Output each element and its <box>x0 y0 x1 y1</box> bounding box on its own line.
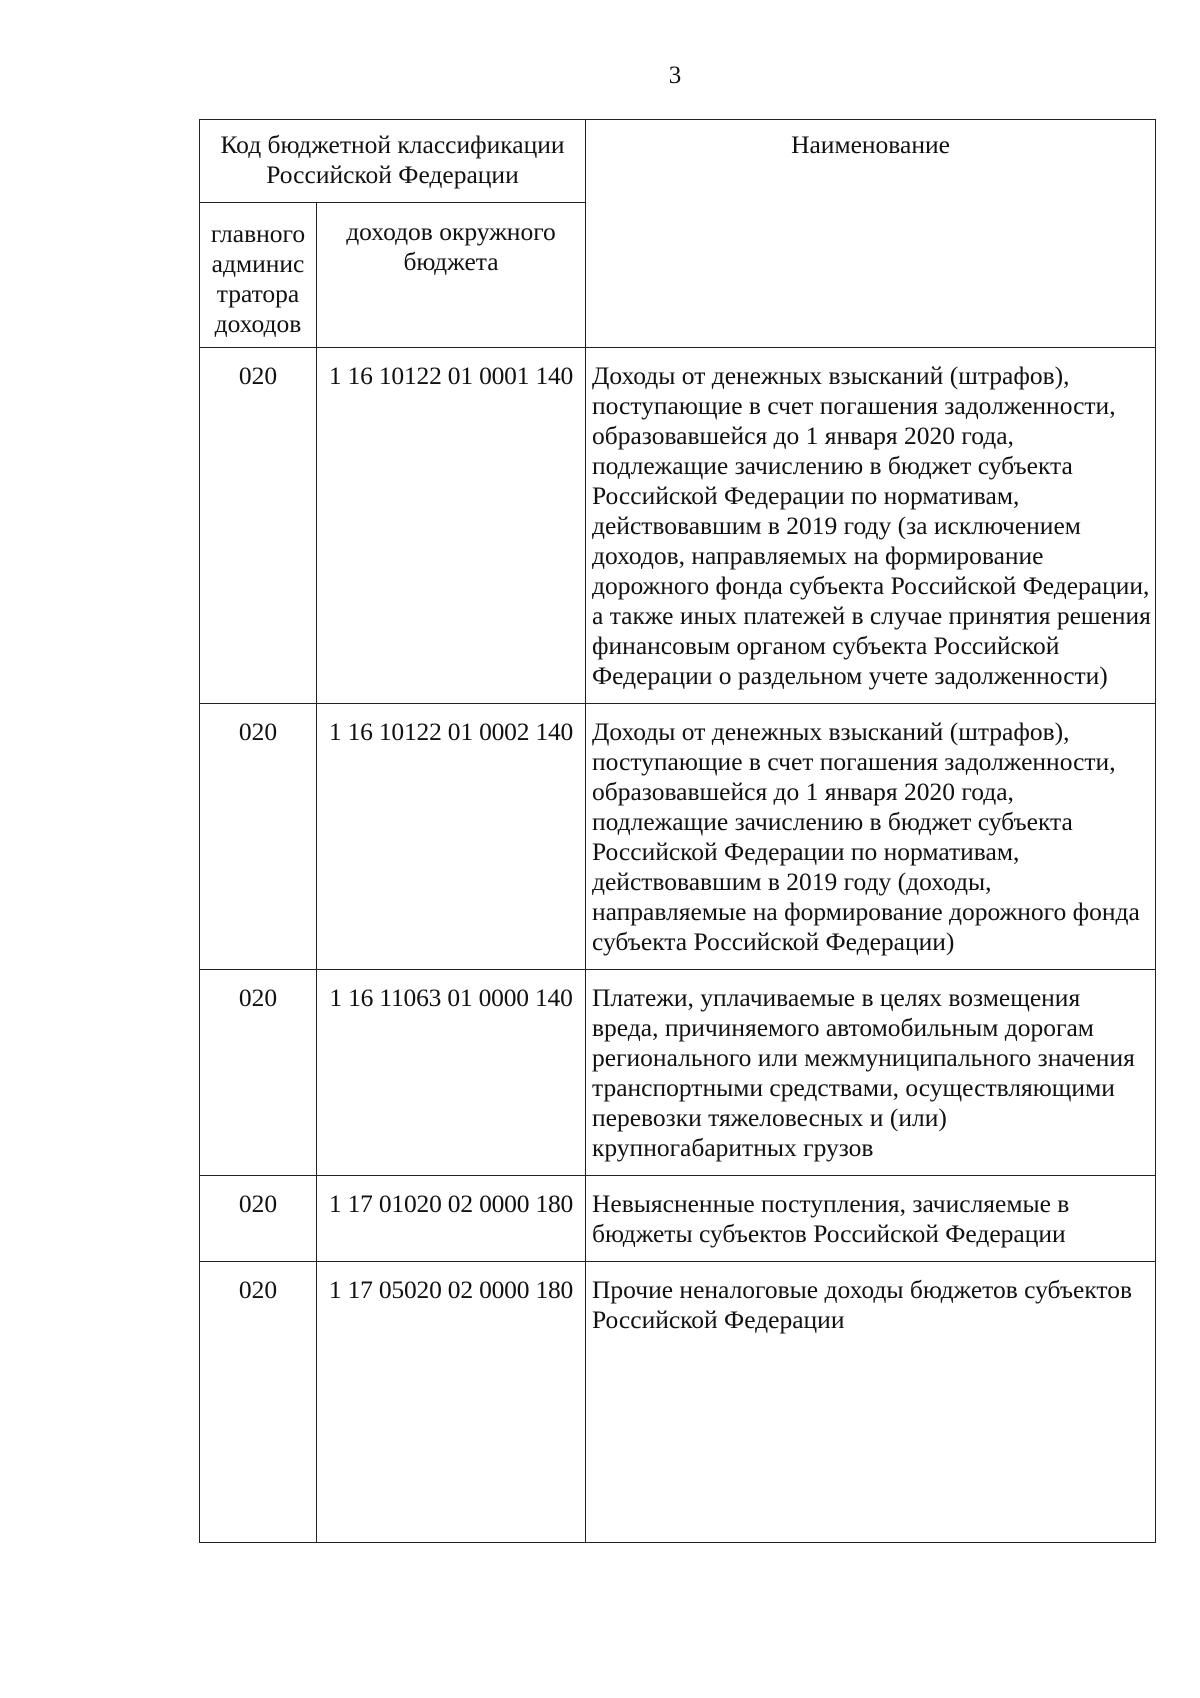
header-income-column: доходов окружного бюджета <box>317 203 586 348</box>
budget-code-cell: 1 16 10122 01 0002 140 <box>317 704 586 970</box>
budget-classification-table <box>199 119 1156 1543</box>
admin-code-cell: 020 <box>200 348 317 704</box>
table-header-row <box>200 120 1156 203</box>
header-admin-line: тратора <box>216 279 300 308</box>
income-name-cell: Платежи, уплачиваемые в целях возмещения вреда, причиняемого автомобильным дорогам регионального или межмуниципального значения транспортными средствами, осуществляющими перевозки тяжеловесных и (или) крупногабаритных грузов <box>586 970 1156 1176</box>
income-name-cell: Доходы от денежных взысканий (штрафов), поступающие в счет погашения задолженности, образовавшейся до 1 января 2020 года, подлежащие зачислению в бюджет субъекта Российской Федерации по нормативам, действовавшим в 2019 году (доходы, направляемые на формирование дорожного фонда субъекта Российской Федерации) <box>586 704 1156 970</box>
header-kbk-group: Код бюджетной классификации Российской Федерации <box>200 120 586 203</box>
income-name-cell: Прочие неналоговые доходы бюджетов субъектов Российской Федерации <box>586 1262 1156 1543</box>
income-name-cell: Доходы от денежных взысканий (штрафов), поступающие в счет погашения задолженности, образовавшейся до 1 января 2020 года, подлежащие зачислению в бюджет субъекта Российской Федерации по нормативам, действовавшим в 2019 году (за исключением доходов, направляемых на формирование дорожного фонда субъекта Российской Федерации, а также иных платежей в случае принятия решения финансовым органом субъекта Российской Федерации о раздельном учете задолженности) <box>586 348 1156 704</box>
budget-code-cell: 1 16 11063 01 0000 140 <box>317 970 586 1176</box>
table-row <box>200 1262 1156 1543</box>
header-admin-line: админис <box>211 249 305 278</box>
admin-code-cell: 020 <box>200 1262 317 1543</box>
header-admin-line: доходов <box>214 309 302 338</box>
admin-code-cell: 020 <box>200 970 317 1176</box>
table-row <box>200 1176 1156 1262</box>
table-row <box>200 348 1156 704</box>
budget-code-cell: 1 16 10122 01 0001 140 <box>317 348 586 704</box>
admin-code-cell: 020 <box>200 704 317 970</box>
header-admin-column <box>200 203 317 348</box>
table-row <box>200 970 1156 1176</box>
income-name-cell: Невыясненные поступления, зачисляемые в бюджеты субъектов Российской Федерации <box>586 1176 1156 1262</box>
header-admin-line: главного <box>210 219 306 248</box>
table-row <box>200 704 1156 970</box>
budget-code-cell: 1 17 05020 02 0000 180 <box>317 1262 586 1543</box>
budget-code-cell: 1 17 01020 02 0000 180 <box>317 1176 586 1262</box>
page-number: 3 <box>668 62 682 89</box>
admin-code-cell: 020 <box>200 1176 317 1262</box>
header-name: Наименование <box>586 120 1156 348</box>
